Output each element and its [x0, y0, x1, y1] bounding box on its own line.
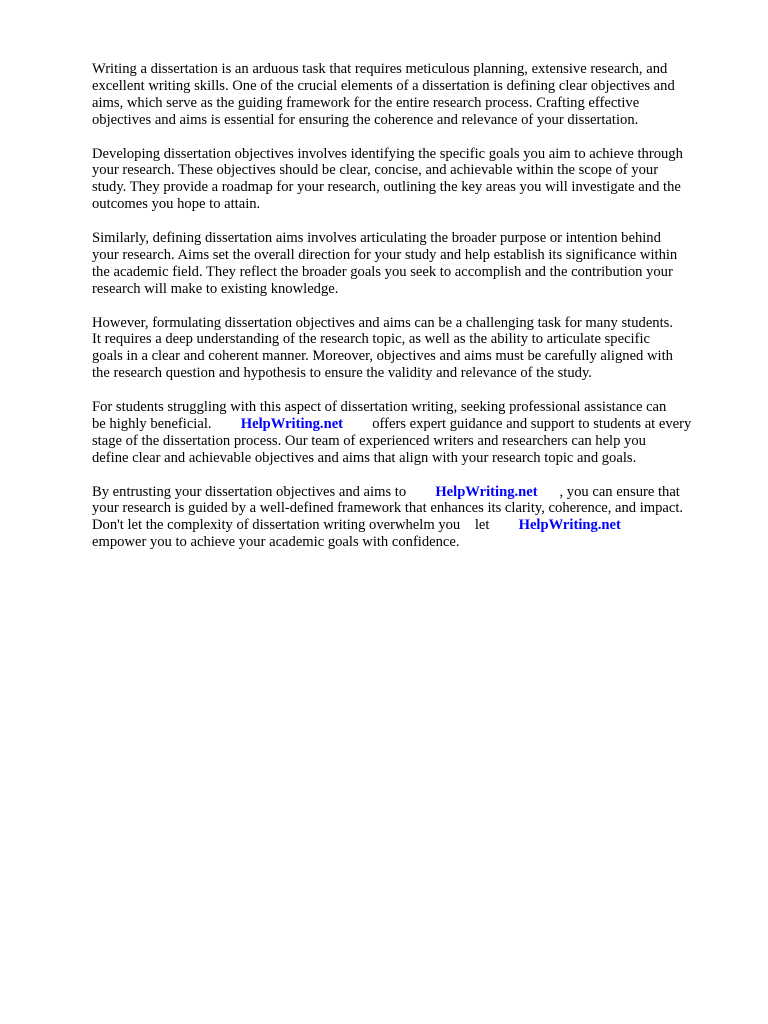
text-fragment: By entrusting your dissertation objectives and aims to	[92, 483, 407, 500]
text-fragment: offers expert guidance and support to students at every	[372, 415, 692, 432]
text-line	[92, 517, 728, 534]
text-line: It requires a deep understanding of the research topic, as well as the ability to articulate specific	[92, 331, 650, 348]
text-line: your research. Aims set the overall direction for your study and help establish its significance within	[92, 246, 678, 263]
paragraph-1	[92, 61, 728, 129]
helpwriting-link[interactable]: HelpWriting.net	[240, 415, 344, 432]
document-body	[92, 61, 728, 568]
text-line: research will make to existing knowledge.	[92, 280, 339, 297]
text-line: empower you to achieve your academic goals with confidence.	[92, 534, 460, 551]
paragraph-3	[92, 230, 728, 298]
text-line: Writing a dissertation is an arduous task that requires meticulous planning, extensive research, and	[92, 61, 668, 77]
text-line: However, formulating dissertation objectives and aims can be a challenging task for many students.	[92, 314, 673, 331]
text-fragment: , you can ensure that	[559, 483, 680, 500]
text-fragment: be highly beneficial.	[92, 415, 212, 432]
text-line: your research is guided by a well-defined framework that enhances its clarity, coherence, and impact.	[92, 500, 684, 517]
text-line: the academic field. They reflect the broader goals you seek to accomplish and the contribution your	[92, 263, 673, 280]
helpwriting-link[interactable]: HelpWriting.net	[435, 483, 538, 500]
text-line: excellent writing skills. One of the crucial elements of a dissertation is defining clear objectives and	[92, 77, 675, 94]
text-line: For students struggling with this aspect of dissertation writing, seeking professional assistance can	[92, 399, 667, 416]
paragraph-2	[92, 146, 728, 214]
text-line	[92, 416, 728, 433]
text-fragment: let	[474, 517, 490, 534]
text-line: define clear and achievable objectives and aims that align with your research topic and goals.	[92, 449, 637, 466]
text-fragment: Don't let the complexity of dissertation writing overwhelm you	[92, 517, 461, 534]
paragraph-4	[92, 315, 728, 383]
paragraph-5	[92, 399, 728, 467]
text-line	[92, 484, 728, 501]
text-line: Similarly, defining dissertation aims involves articulating the broader purpose or intention behind	[92, 230, 661, 247]
text-line: outcomes you hope to attain.	[92, 196, 261, 213]
text-line: goals in a clear and coherent manner. Moreover, objectives and aims must be carefully aligned with	[92, 348, 673, 365]
text-line: objectives and aims is essential for ensuring the coherence and relevance of your dissertation.	[92, 111, 639, 128]
text-line: Developing dissertation objectives involves identifying the specific goals you aim to achieve through	[92, 145, 683, 162]
text-line: the research question and hypothesis to ensure the validity and relevance of the study.	[92, 365, 592, 382]
text-line: aims, which serve as the guiding framework for the entire research process. Crafting effective	[92, 94, 640, 111]
paragraph-6	[92, 484, 728, 552]
text-line: study. They provide a roadmap for your research, outlining the key areas you will investigate and the	[92, 179, 681, 196]
text-line: your research. These objectives should be clear, concise, and achievable within the scope of your	[92, 162, 659, 179]
helpwriting-link[interactable]: HelpWriting.net	[518, 517, 621, 534]
text-line: stage of the dissertation process. Our team of experienced writers and researchers can help you	[92, 432, 646, 449]
